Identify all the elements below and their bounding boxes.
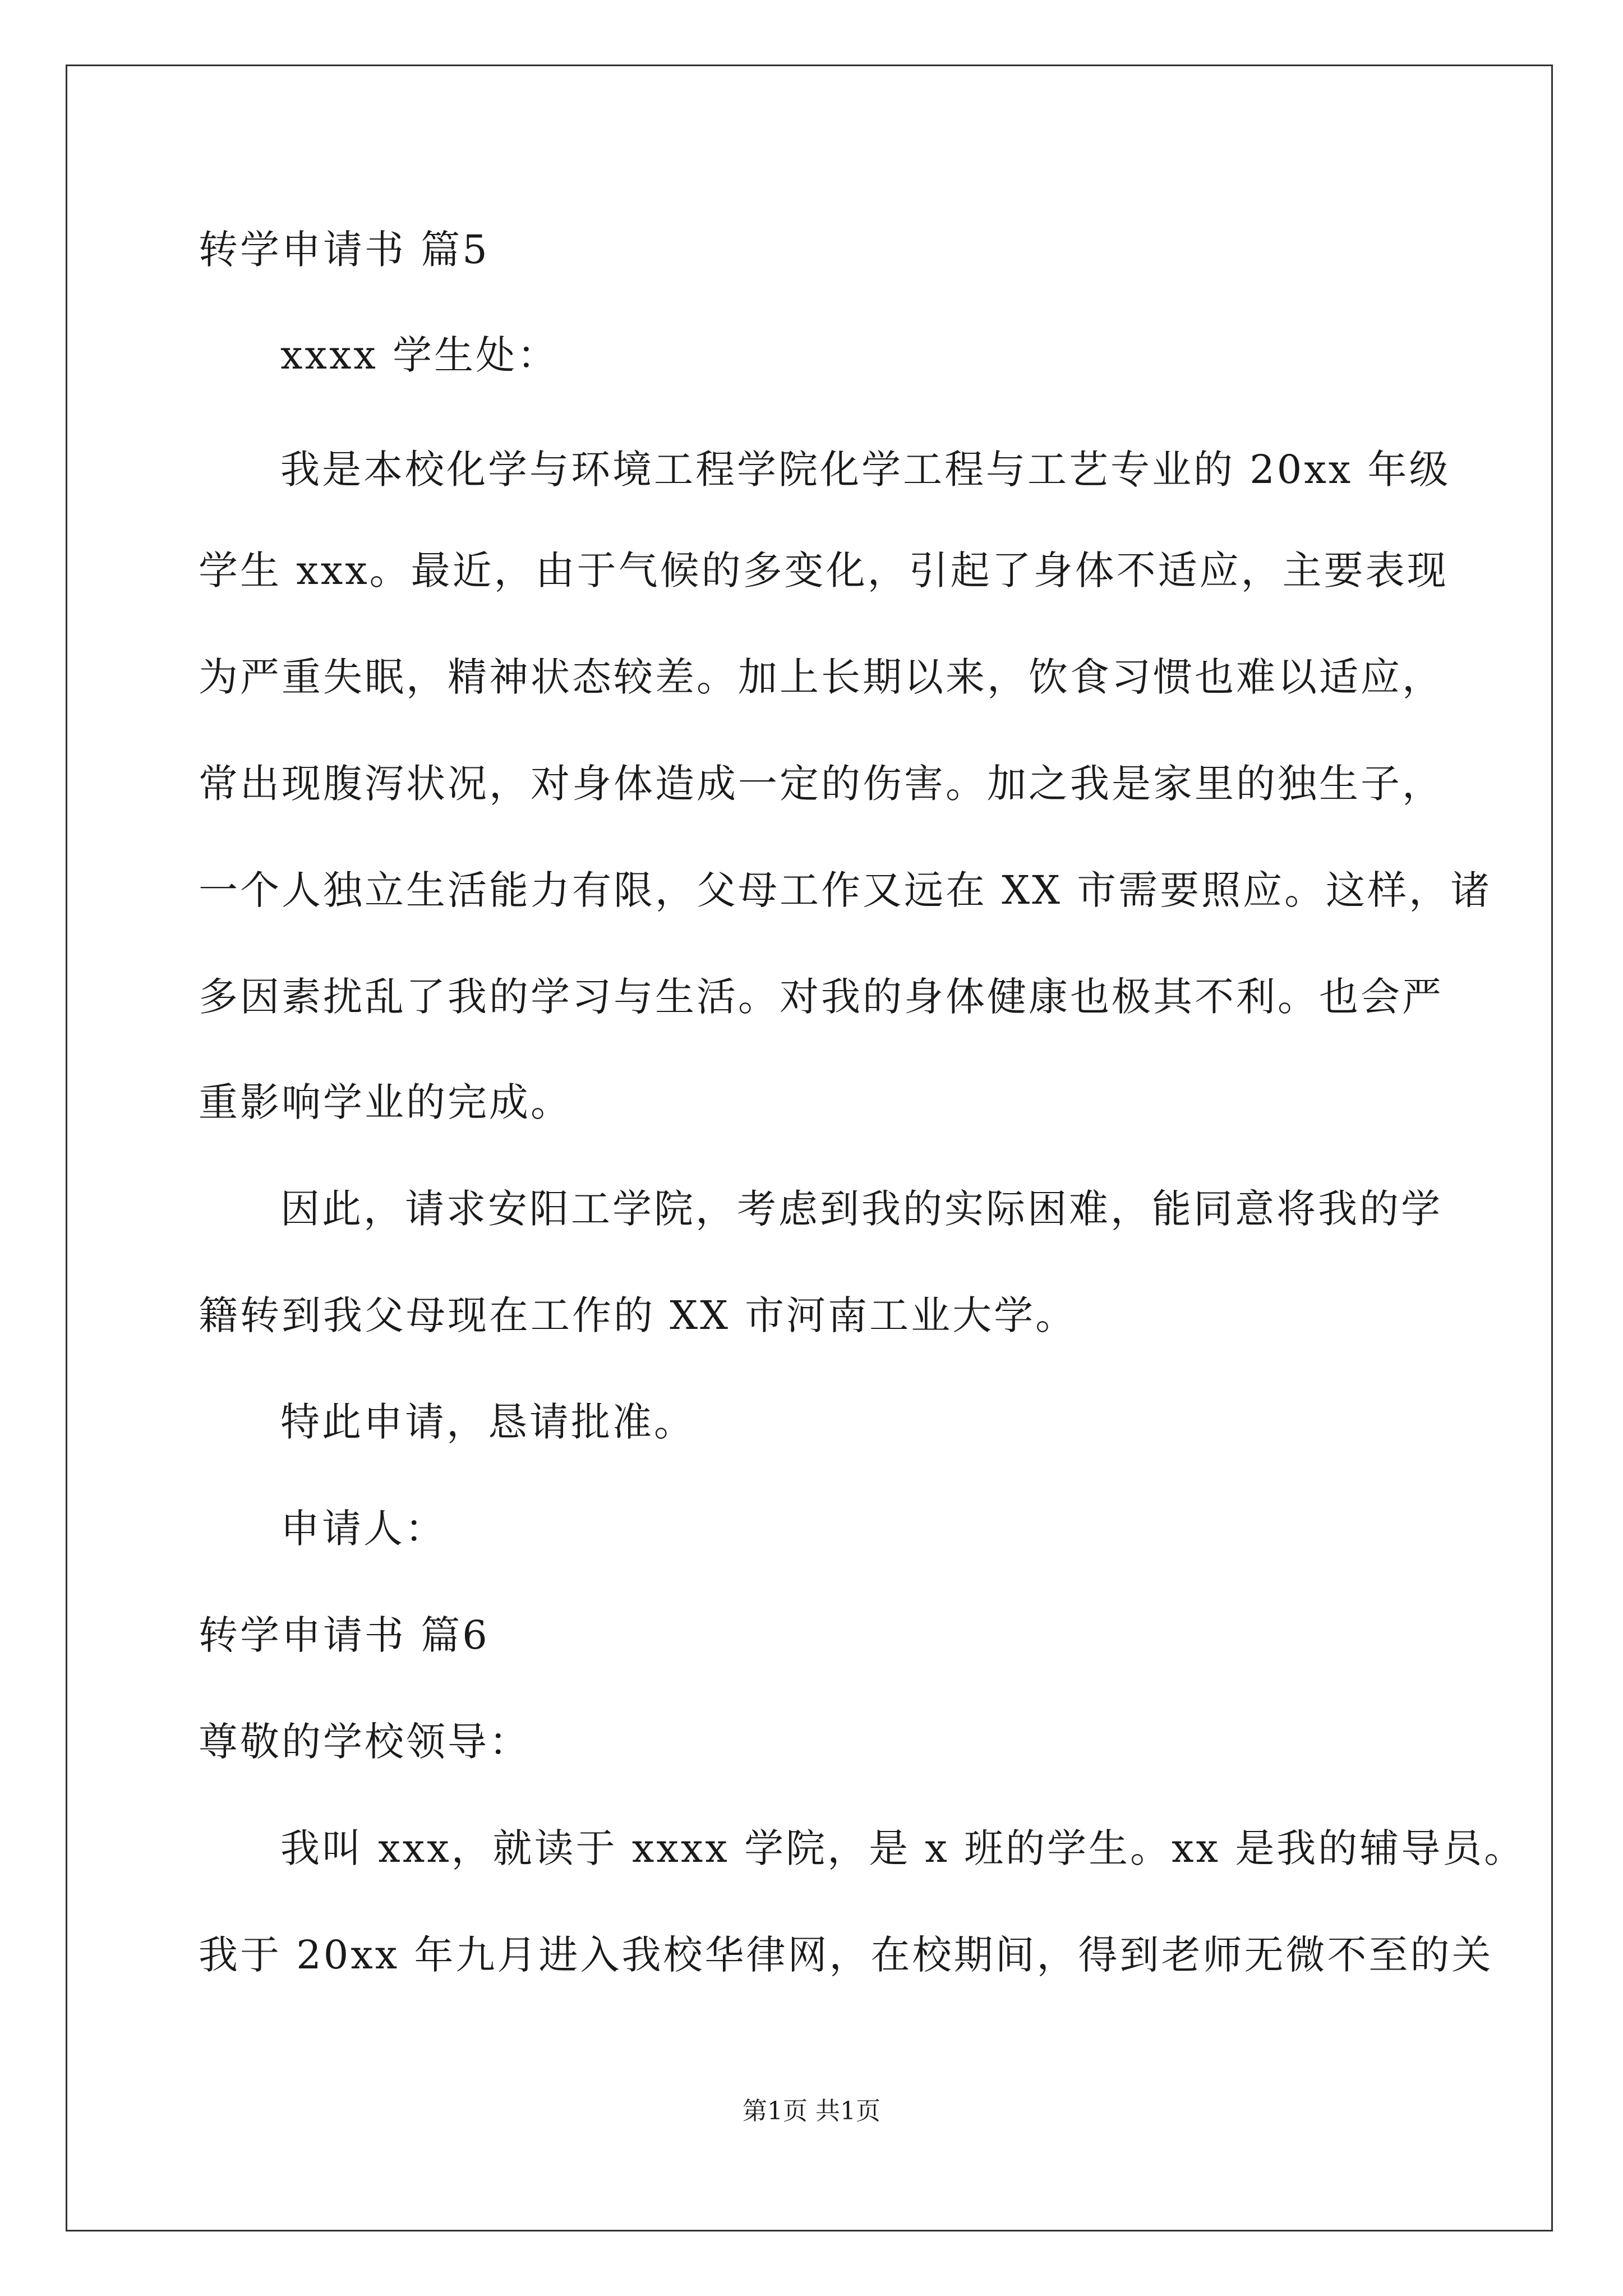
applicant-label: 申请人： (280, 1506, 446, 1552)
section-title-5: 转学申请书 篇5 (199, 227, 490, 273)
body-line: 因此，请求安阳工学院，考虑到我的实际困难，能同意将我的学 (280, 1186, 1442, 1232)
body-line: 我叫 xxx，就读于 xxxx 学院，是 x 班的学生。xx 是我的辅导员。 (280, 1825, 1526, 1871)
salutation: xxxx 学生处： (280, 332, 559, 378)
body-line: 一个人独立生活能力有限，父母工作又远在 XX 市需要照应。这样，诸 (199, 867, 1492, 913)
salutation: 尊敬的学校领导： (199, 1719, 531, 1765)
page-number-footer: 第1页 共1页 (743, 2097, 880, 2125)
closing-line: 特此申请，恳请批准。 (280, 1399, 695, 1445)
section-title-6: 转学申请书 篇6 (199, 1612, 490, 1658)
body-line: 常出现腹泻状况，对身体造成一定的伤害。加之我是家里的独生子， (199, 761, 1444, 807)
body-line: 籍转到我父母现在工作的 XX 市河南工业大学。 (199, 1292, 1077, 1338)
body-line: 我是本校化学与环境工程学院化学工程与工艺专业的 20xx 年级 (280, 447, 1451, 493)
page-border (66, 65, 1553, 2231)
body-line: 多因素扰乱了我的学习与生活。对我的身体健康也极其不利。也会严 (199, 974, 1444, 1020)
body-line: 我于 20xx 年九月进入我校华律网，在校期间，得到老师无微不至的关 (199, 1932, 1493, 1978)
body-line: 重影响学业的完成。 (199, 1079, 572, 1125)
body-line: 为严重失眠，精神状态较差。加上长期以来，饮食习惯也难以适应， (199, 654, 1444, 700)
body-line: 学生 xxx。最近，由于气候的多变化，引起了身体不适应，主要表现 (199, 547, 1449, 593)
